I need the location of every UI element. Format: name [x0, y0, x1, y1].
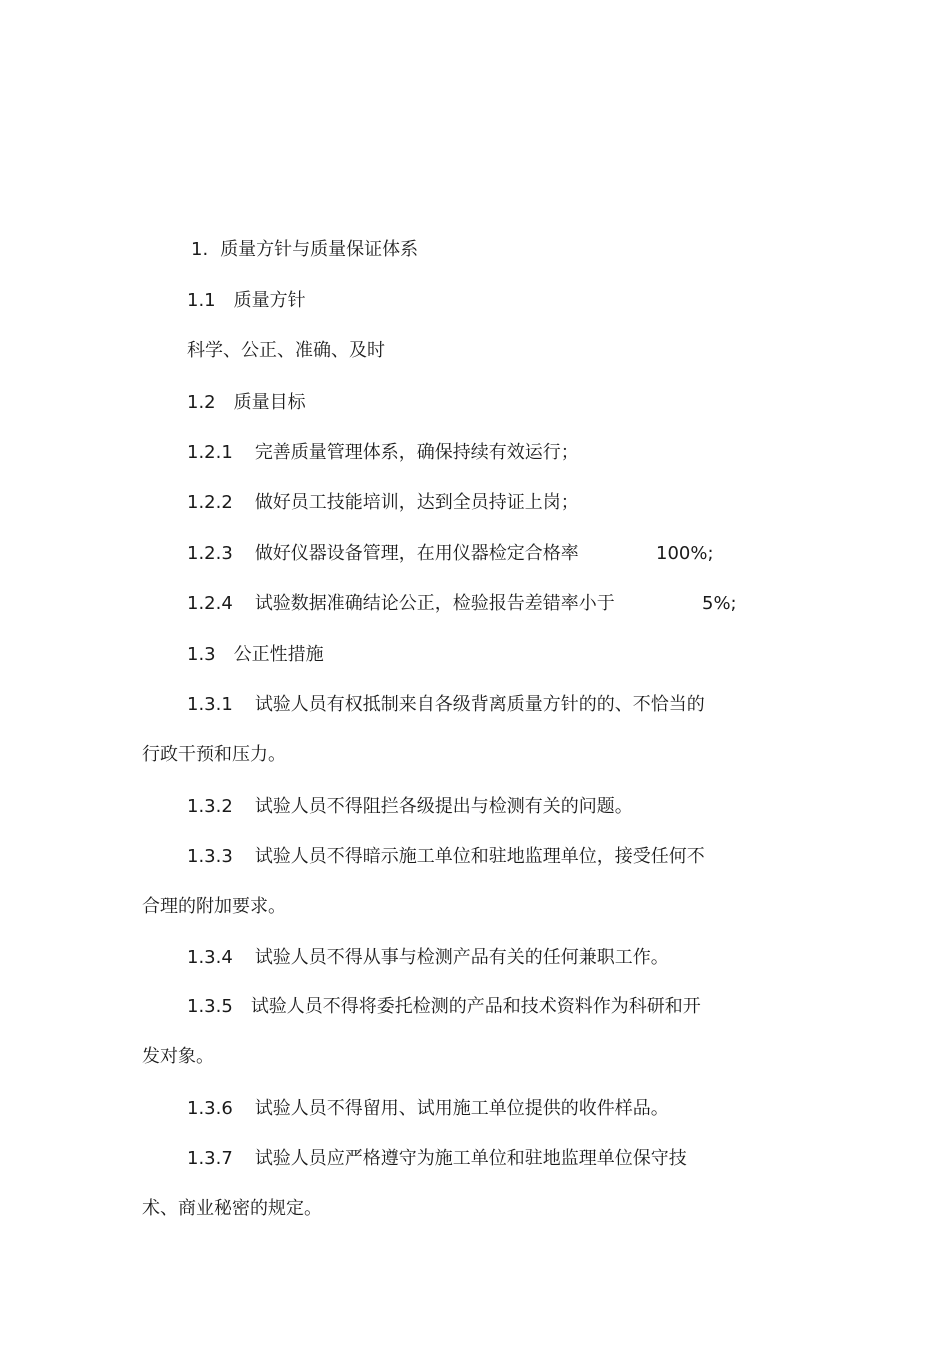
item-1-3-7-continued: 术、商业秘密的规定。 [142, 1198, 322, 1219]
item-1-3-4 [187, 946, 669, 970]
item-number: 1.2.3 [187, 543, 233, 564]
section-number: 1.3 [187, 644, 216, 665]
item-1-3-7 [187, 1147, 687, 1171]
item-text: 完善质量管理体系，确保持续有效运行； [254, 442, 579, 463]
item-1-3-3 [187, 845, 705, 869]
item-text: 试验人员不得阻拦各级提出与检测有关的问题。 [254, 796, 633, 817]
item-number: 1.2.4 [187, 593, 233, 614]
item-number: 1.3.2 [187, 796, 233, 817]
item-number: 1.3.4 [187, 947, 233, 968]
item-number: 1.3.5 [187, 996, 233, 1017]
item-text: 试验人员应严格遵守为施工单位和驻地监理单位保守技 [254, 1148, 687, 1169]
item-1-2-4 [187, 592, 615, 616]
heading-text: 质量方针与质量保证体系 [220, 239, 419, 260]
item-text: 试验人员不得暗示施工单位和驻地监理单位，接受任何不 [254, 846, 705, 867]
section-number: 1.1 [187, 290, 216, 311]
item-1-2-1 [187, 441, 579, 465]
section-title: 质量目标 [233, 392, 306, 413]
item-number: 1.2.1 [187, 442, 233, 463]
item-number: 1.3.6 [187, 1098, 233, 1119]
item-1-3-1 [187, 693, 705, 717]
item-text: 做好员工技能培训，达到全员持证上岗； [254, 492, 579, 513]
section-title: 公正性措施 [233, 644, 324, 665]
section-number: 1.2 [187, 392, 216, 413]
section-heading-1 [191, 238, 418, 262]
item-number: 1.2.2 [187, 492, 233, 513]
item-number: 1.3.7 [187, 1148, 233, 1169]
section-heading-1-2 [187, 391, 306, 415]
item-text: 做好仪器设备管理，在用仪器检定合格率 [254, 543, 579, 564]
item-1-3-5-continued: 发对象。 [142, 1046, 214, 1067]
item-text: 试验人员不得留用、试用施工单位提供的收件样品。 [254, 1098, 669, 1119]
item-1-2-3-value: 100%; [656, 543, 714, 564]
item-1-3-6 [187, 1097, 669, 1121]
item-1-3-3-continued: 合理的附加要求。 [142, 896, 286, 917]
heading-number: 1. [191, 239, 209, 260]
item-text: 试验数据准确结论公正，检验报告差错率小于 [254, 593, 615, 614]
item-1-2-2 [187, 491, 579, 515]
item-text: 试验人员不得将委托检测的产品和技术资料作为科研和开 [250, 996, 701, 1017]
item-text: 试验人员有权抵制来自各级背离质量方针的的、不恰当的 [254, 694, 705, 715]
item-1-3-5 [187, 995, 701, 1019]
section-title: 质量方针 [233, 290, 306, 311]
item-number: 1.3.1 [187, 694, 233, 715]
section-heading-1-3 [187, 643, 324, 667]
item-text: 试验人员不得从事与检测产品有关的任何兼职工作。 [254, 947, 669, 968]
item-1-2-4-value: 5%; [702, 593, 737, 614]
quality-policy-text: 科学、公正、准确、及时 [187, 340, 385, 361]
item-number: 1.3.3 [187, 846, 233, 867]
item-1-3-2 [187, 795, 633, 819]
section-heading-1-1 [187, 289, 306, 313]
item-1-2-3 [187, 542, 579, 566]
item-1-3-1-continued: 行政干预和压力。 [142, 744, 286, 765]
